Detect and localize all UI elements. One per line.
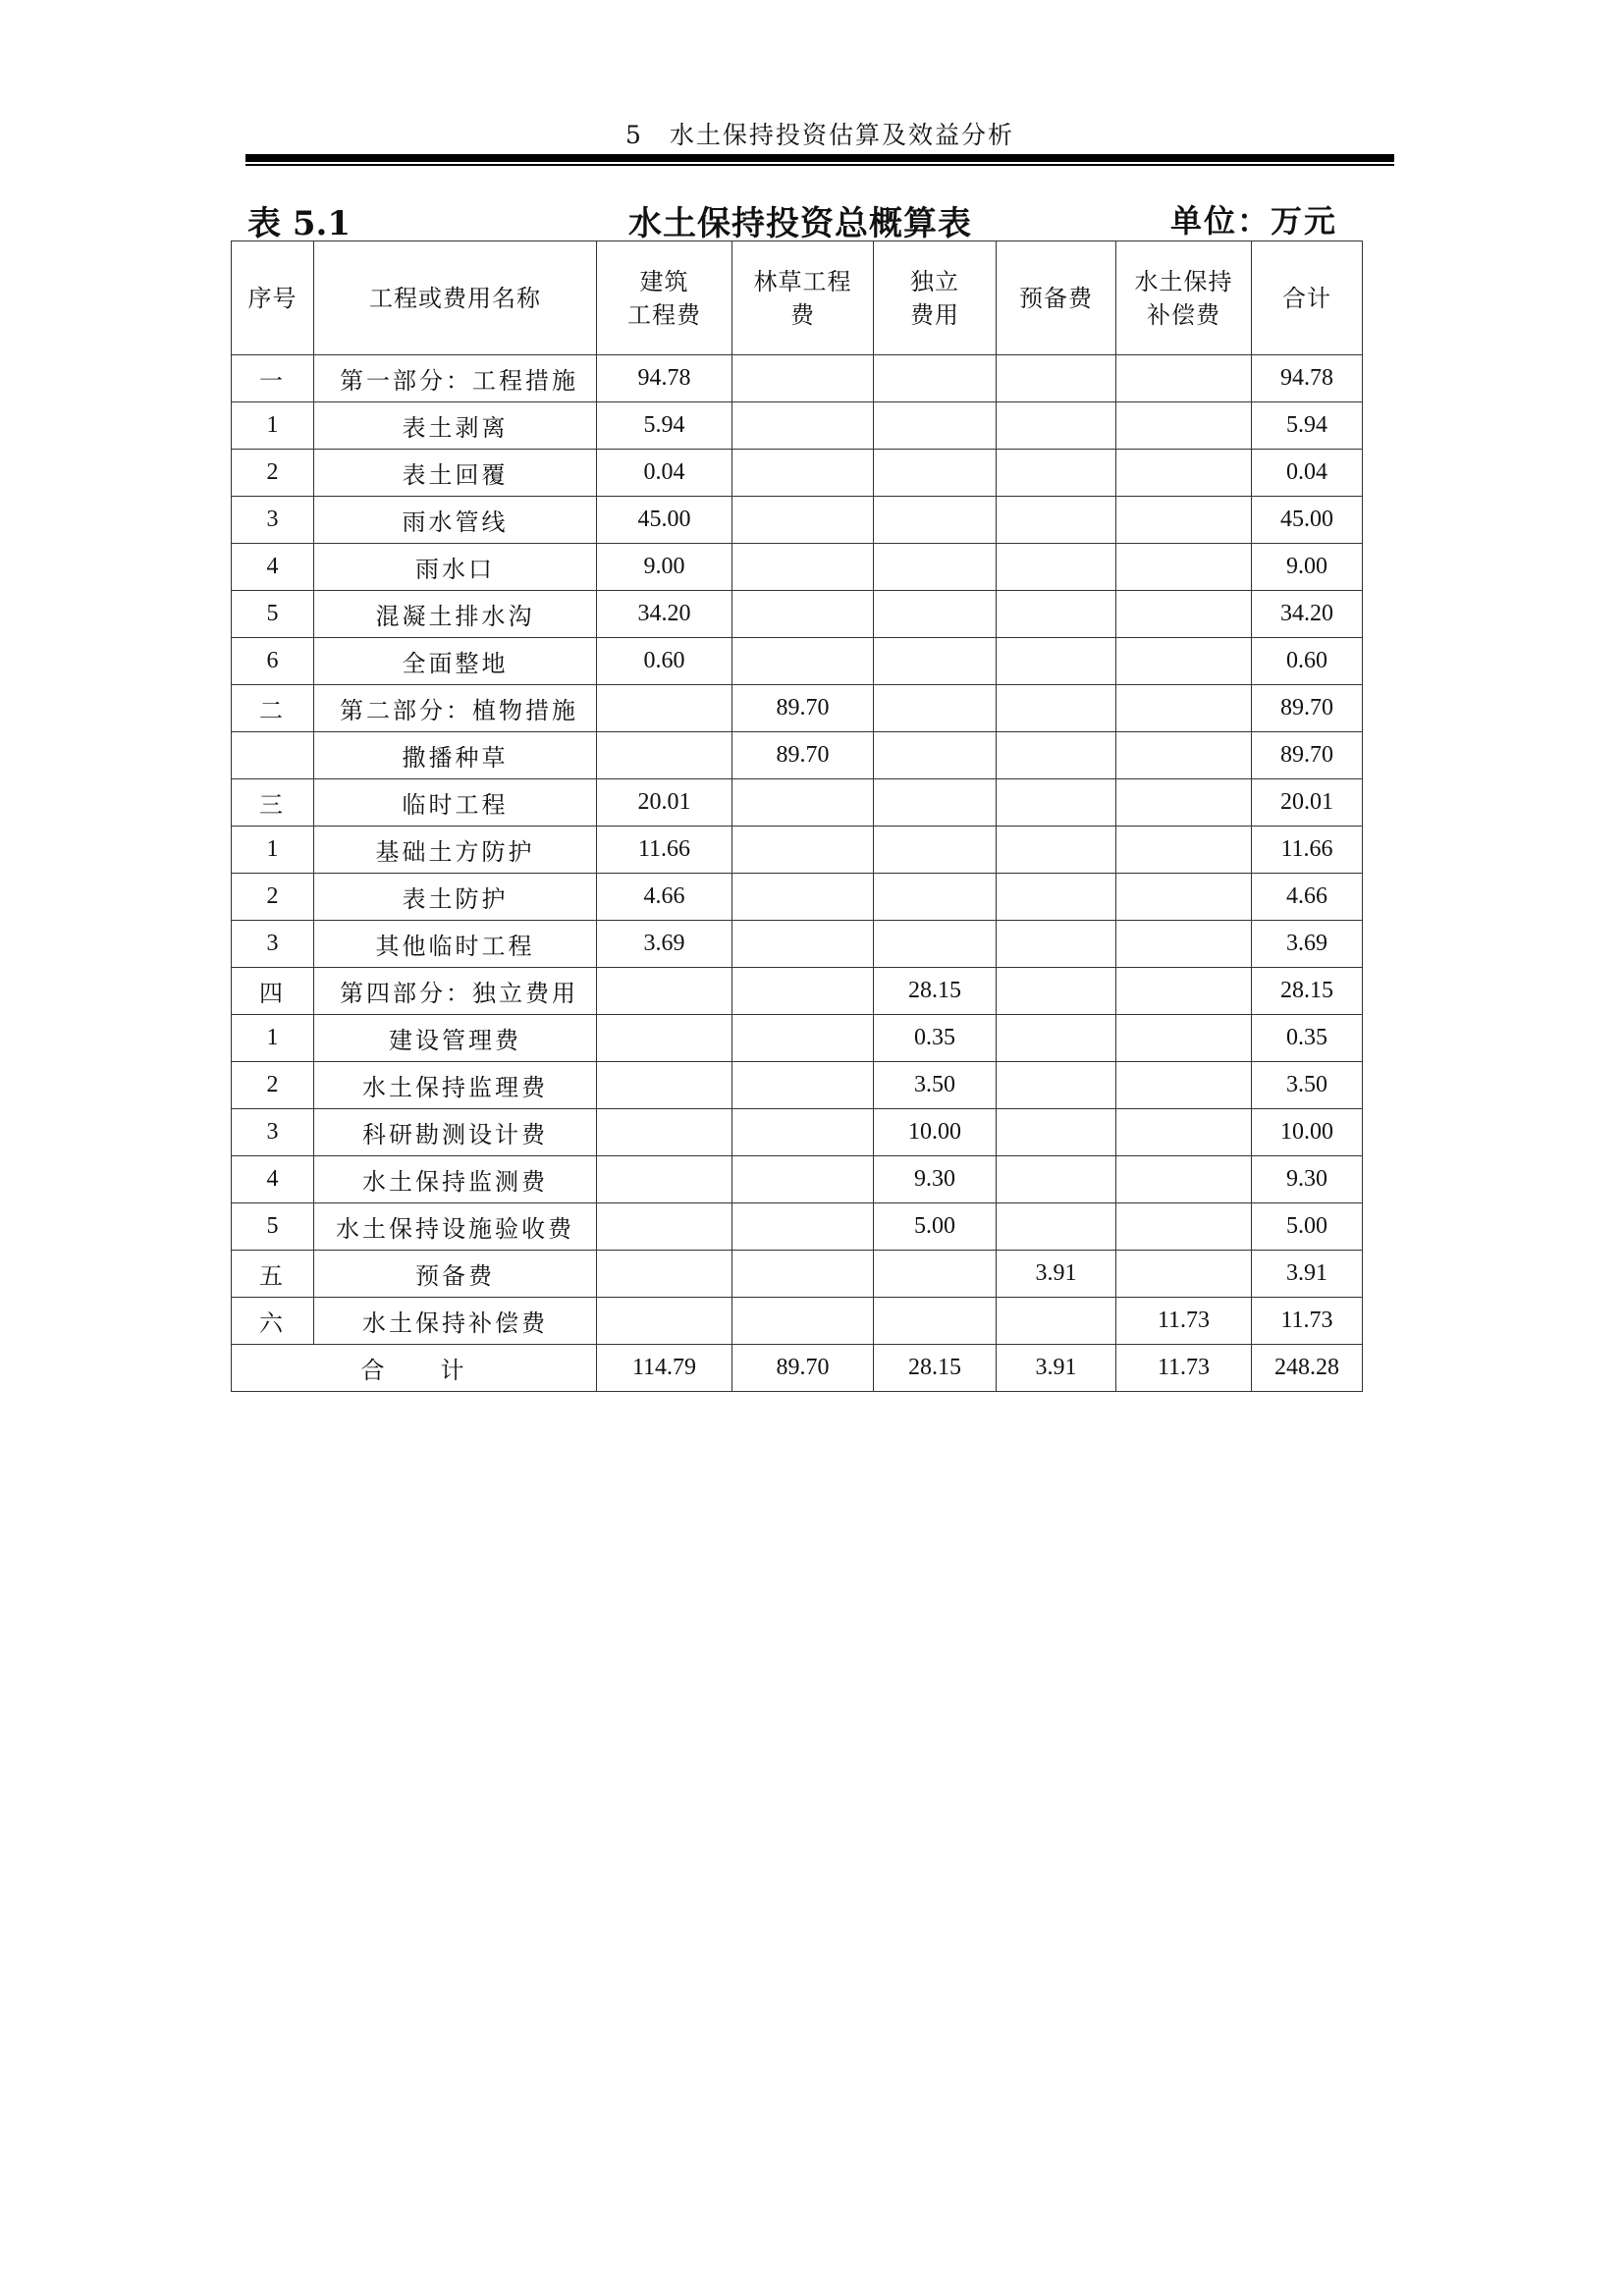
building-cost-cell: 20.01: [597, 779, 732, 827]
total-cell: 11.66: [1252, 827, 1363, 874]
item-name-cell: 表土回覆: [314, 450, 597, 497]
item-name-cell: 水土保持设施验收费: [314, 1203, 597, 1251]
building-cost-cell: 4.66: [597, 874, 732, 921]
row-number-cell: 六: [232, 1298, 314, 1345]
reserve-cost-cell: [997, 497, 1116, 544]
independent-cost-cell: [874, 355, 997, 402]
independent-cost-cell: [874, 921, 997, 968]
total-cell: 0.60: [1252, 638, 1363, 685]
total-cell: 20.01: [1252, 779, 1363, 827]
row-number-cell: 1: [232, 1015, 314, 1062]
item-name-cell: 撒播种草: [314, 732, 597, 779]
column-header-line: 工程费: [627, 300, 701, 329]
column-header-line: 工程或费用名称: [369, 284, 541, 312]
compensation-cell: [1116, 402, 1252, 450]
total-cell: 5.94: [1252, 402, 1363, 450]
row-number-cell: 2: [232, 1062, 314, 1109]
independent-cost-cell: [874, 497, 997, 544]
independent-cost-cell: 5.00: [874, 1203, 997, 1251]
reserve-cost-cell: [997, 1015, 1116, 1062]
item-name-cell: 水土保持补偿费: [314, 1298, 597, 1345]
independent-cost-cell: [874, 450, 997, 497]
forest-cost-cell: [732, 921, 874, 968]
building-cost-cell: [597, 968, 732, 1015]
row-number-cell: 1: [232, 402, 314, 450]
row-number-cell: 3: [232, 497, 314, 544]
compensation-cell: [1116, 874, 1252, 921]
column-header-line: 独立: [910, 267, 959, 295]
building-cost-cell: 0.04: [597, 450, 732, 497]
item-name-cell: 水土保持监测费: [314, 1156, 597, 1203]
row-number-cell: 1: [232, 827, 314, 874]
item-name-cell: 第二部分：植物措施: [314, 685, 597, 732]
item-name-cell: 水土保持监理费: [314, 1062, 597, 1109]
table-row: [232, 1109, 1363, 1156]
reserve-cost-cell: [997, 827, 1116, 874]
table-row: [232, 827, 1363, 874]
row-number-cell: 4: [232, 1156, 314, 1203]
building-cost-cell: [597, 1015, 732, 1062]
total-cell: 94.78: [1252, 355, 1363, 402]
item-name-cell: 建设管理费: [314, 1015, 597, 1062]
table-row: [232, 874, 1363, 921]
forest-cost-cell: [732, 402, 874, 450]
total-cell: 9.00: [1252, 544, 1363, 591]
total-cell: 89.70: [1252, 685, 1363, 732]
row-number-cell: 4: [232, 544, 314, 591]
compensation-cell: [1116, 355, 1252, 402]
independent-cost-cell: 3.50: [874, 1062, 997, 1109]
independent-cost-cell: [874, 1298, 997, 1345]
forest-cost-cell: [732, 1156, 874, 1203]
reserve-cost-cell: [997, 921, 1116, 968]
table-row: [232, 591, 1363, 638]
table-row: [232, 1062, 1363, 1109]
row-number-cell: 3: [232, 1109, 314, 1156]
forest-cost-cell: [732, 1298, 874, 1345]
compensation-cell: [1116, 1062, 1252, 1109]
forest-cost-cell: [732, 497, 874, 544]
table-row: [232, 921, 1363, 968]
building-cost-cell: 45.00: [597, 497, 732, 544]
item-name-cell: 表土防护: [314, 874, 597, 921]
total-row: [232, 1345, 1363, 1392]
total-cell: 28.15: [1252, 968, 1363, 1015]
reserve-cost-cell: [997, 779, 1116, 827]
reserve-cost-cell: [997, 1203, 1116, 1251]
compensation-cell: [1116, 968, 1252, 1015]
independent-cost-cell: [874, 638, 997, 685]
column-header-line: 费: [790, 300, 815, 329]
table-row: [232, 544, 1363, 591]
independent-cost-cell: [874, 685, 997, 732]
column-header: [997, 241, 1116, 355]
total-cell: 9.30: [1252, 1156, 1363, 1203]
column-header-line: 建筑: [639, 267, 689, 295]
row-number-cell: 三: [232, 779, 314, 827]
total-cell: 11.73: [1252, 1298, 1363, 1345]
table-row: [232, 450, 1363, 497]
compensation-cell: [1116, 544, 1252, 591]
item-name-cell: 第四部分：独立费用: [314, 968, 597, 1015]
column-header-line: 林草工程: [753, 267, 852, 295]
table-row: [232, 638, 1363, 685]
total-forest-cost-cell: 89.70: [732, 1345, 874, 1392]
page-header: 5 水土保持投资估算及效益分析: [625, 121, 1014, 149]
total-cell: 34.20: [1252, 591, 1363, 638]
total-cell: 0.04: [1252, 450, 1363, 497]
forest-cost-cell: [732, 1251, 874, 1298]
forest-cost-cell: [732, 638, 874, 685]
reserve-cost-cell: [997, 355, 1116, 402]
row-number-cell: 3: [232, 921, 314, 968]
compensation-cell: [1116, 1015, 1252, 1062]
building-cost-cell: [597, 1062, 732, 1109]
compensation-cell: [1116, 450, 1252, 497]
table-row: [232, 779, 1363, 827]
total-cell: 5.00: [1252, 1203, 1363, 1251]
column-header-line: 预备费: [1019, 284, 1093, 312]
table-row: [232, 402, 1363, 450]
independent-cost-cell: 0.35: [874, 1015, 997, 1062]
forest-cost-cell: 89.70: [732, 685, 874, 732]
reserve-cost-cell: [997, 402, 1116, 450]
forest-cost-cell: [732, 968, 874, 1015]
row-number-cell: 6: [232, 638, 314, 685]
budget-table: [231, 240, 1363, 1392]
independent-cost-cell: [874, 1251, 997, 1298]
table-unit: 单位：万元: [1169, 202, 1337, 240]
total-building-cost-cell: 114.79: [597, 1345, 732, 1392]
independent-cost-cell: 28.15: [874, 968, 997, 1015]
building-cost-cell: 9.00: [597, 544, 732, 591]
forest-cost-cell: [732, 544, 874, 591]
column-header: [1116, 241, 1252, 355]
total-compensation-cell: 11.73: [1116, 1345, 1252, 1392]
table-row: [232, 1251, 1363, 1298]
building-cost-cell: [597, 685, 732, 732]
independent-cost-cell: 10.00: [874, 1109, 997, 1156]
row-number-cell: 5: [232, 591, 314, 638]
reserve-cost-cell: [997, 591, 1116, 638]
building-cost-cell: [597, 1203, 732, 1251]
total-reserve-cost-cell: 3.91: [997, 1345, 1116, 1392]
item-name-cell: 全面整地: [314, 638, 597, 685]
compensation-cell: [1116, 1156, 1252, 1203]
compensation-cell: [1116, 779, 1252, 827]
compensation-cell: [1116, 827, 1252, 874]
forest-cost-cell: [732, 450, 874, 497]
item-name-cell: 临时工程: [314, 779, 597, 827]
reserve-cost-cell: [997, 732, 1116, 779]
item-name-cell: 雨水管线: [314, 497, 597, 544]
column-header-line: 序号: [247, 284, 298, 312]
column-header-line: 费用: [910, 300, 959, 329]
item-name-cell: 混凝土排水沟: [314, 591, 597, 638]
table-row: [232, 1298, 1363, 1345]
row-number-cell: 2: [232, 874, 314, 921]
compensation-cell: [1116, 1251, 1252, 1298]
table-row: [232, 355, 1363, 402]
row-number-cell: 四: [232, 968, 314, 1015]
total-cell: 3.50: [1252, 1062, 1363, 1109]
total-cell: 4.66: [1252, 874, 1363, 921]
table-title: 水土保持投资总概算表: [628, 204, 972, 243]
forest-cost-cell: [732, 1015, 874, 1062]
independent-cost-cell: [874, 732, 997, 779]
forest-cost-cell: [732, 1203, 874, 1251]
header-rule-thin: [245, 164, 1394, 166]
table-row: [232, 1015, 1363, 1062]
forest-cost-cell: [732, 874, 874, 921]
total-cell: 10.00: [1252, 1109, 1363, 1156]
compensation-cell: [1116, 921, 1252, 968]
table-number: 表 5.1: [247, 204, 351, 243]
table-row: [232, 1203, 1363, 1251]
building-cost-cell: [597, 1298, 732, 1345]
item-name-cell: 预备费: [314, 1251, 597, 1298]
column-header-line: 水土保持: [1134, 267, 1233, 295]
total-cell: 45.00: [1252, 497, 1363, 544]
table-row: [232, 732, 1363, 779]
compensation-cell: [1116, 1203, 1252, 1251]
header-rule-thick: [245, 154, 1394, 162]
forest-cost-cell: [732, 1109, 874, 1156]
forest-cost-cell: [732, 355, 874, 402]
independent-cost-cell: [874, 827, 997, 874]
table-header-row: [232, 241, 1363, 355]
row-number-cell: 2: [232, 450, 314, 497]
total-independent-cost-cell: 28.15: [874, 1345, 997, 1392]
total-cell: 89.70: [1252, 732, 1363, 779]
forest-cost-cell: [732, 779, 874, 827]
building-cost-cell: [597, 1109, 732, 1156]
building-cost-cell: [597, 1156, 732, 1203]
reserve-cost-cell: [997, 638, 1116, 685]
row-number-cell: 二: [232, 685, 314, 732]
column-header: [874, 241, 997, 355]
independent-cost-cell: [874, 779, 997, 827]
item-name-cell: 雨水口: [314, 544, 597, 591]
item-name-cell: 其他临时工程: [314, 921, 597, 968]
independent-cost-cell: 9.30: [874, 1156, 997, 1203]
column-header: [732, 241, 874, 355]
table-body: [232, 355, 1363, 1392]
table-row: [232, 497, 1363, 544]
building-cost-cell: [597, 732, 732, 779]
item-name-cell: 第一部分：工程措施: [314, 355, 597, 402]
table-caption: [247, 196, 1337, 241]
column-header: [314, 241, 597, 355]
independent-cost-cell: [874, 402, 997, 450]
forest-cost-cell: [732, 591, 874, 638]
independent-cost-cell: [874, 874, 997, 921]
column-header: [1252, 241, 1363, 355]
total-total-cell: 248.28: [1252, 1345, 1363, 1392]
reserve-cost-cell: [997, 1062, 1116, 1109]
total-cell: 0.35: [1252, 1015, 1363, 1062]
reserve-cost-cell: [997, 968, 1116, 1015]
building-cost-cell: 3.69: [597, 921, 732, 968]
compensation-cell: [1116, 685, 1252, 732]
compensation-cell: [1116, 497, 1252, 544]
compensation-cell: [1116, 591, 1252, 638]
building-cost-cell: 11.66: [597, 827, 732, 874]
building-cost-cell: 94.78: [597, 355, 732, 402]
reserve-cost-cell: [997, 1156, 1116, 1203]
building-cost-cell: 34.20: [597, 591, 732, 638]
compensation-cell: 11.73: [1116, 1298, 1252, 1345]
reserve-cost-cell: 3.91: [997, 1251, 1116, 1298]
column-header: [232, 241, 314, 355]
total-cell: 3.69: [1252, 921, 1363, 968]
total-label-cell: 合 计: [232, 1345, 597, 1392]
building-cost-cell: 0.60: [597, 638, 732, 685]
reserve-cost-cell: [997, 544, 1116, 591]
item-name-cell: 科研勘测设计费: [314, 1109, 597, 1156]
reserve-cost-cell: [997, 874, 1116, 921]
table-row: [232, 1156, 1363, 1203]
column-header-line: 补偿费: [1147, 300, 1220, 329]
row-number-cell: 5: [232, 1203, 314, 1251]
forest-cost-cell: [732, 827, 874, 874]
forest-cost-cell: [732, 1062, 874, 1109]
reserve-cost-cell: [997, 1298, 1116, 1345]
compensation-cell: [1116, 732, 1252, 779]
total-cell: 3.91: [1252, 1251, 1363, 1298]
item-name-cell: 基础土方防护: [314, 827, 597, 874]
forest-cost-cell: 89.70: [732, 732, 874, 779]
item-name-cell: 表土剥离: [314, 402, 597, 450]
row-number-cell: 一: [232, 355, 314, 402]
column-header-line: 合计: [1282, 284, 1331, 312]
column-header: [597, 241, 732, 355]
row-number-cell: 五: [232, 1251, 314, 1298]
reserve-cost-cell: [997, 450, 1116, 497]
building-cost-cell: 5.94: [597, 402, 732, 450]
reserve-cost-cell: [997, 685, 1116, 732]
row-number-cell: [232, 732, 314, 779]
compensation-cell: [1116, 1109, 1252, 1156]
building-cost-cell: [597, 1251, 732, 1298]
reserve-cost-cell: [997, 1109, 1116, 1156]
compensation-cell: [1116, 638, 1252, 685]
table-row: [232, 685, 1363, 732]
independent-cost-cell: [874, 591, 997, 638]
independent-cost-cell: [874, 544, 997, 591]
table-row: [232, 968, 1363, 1015]
